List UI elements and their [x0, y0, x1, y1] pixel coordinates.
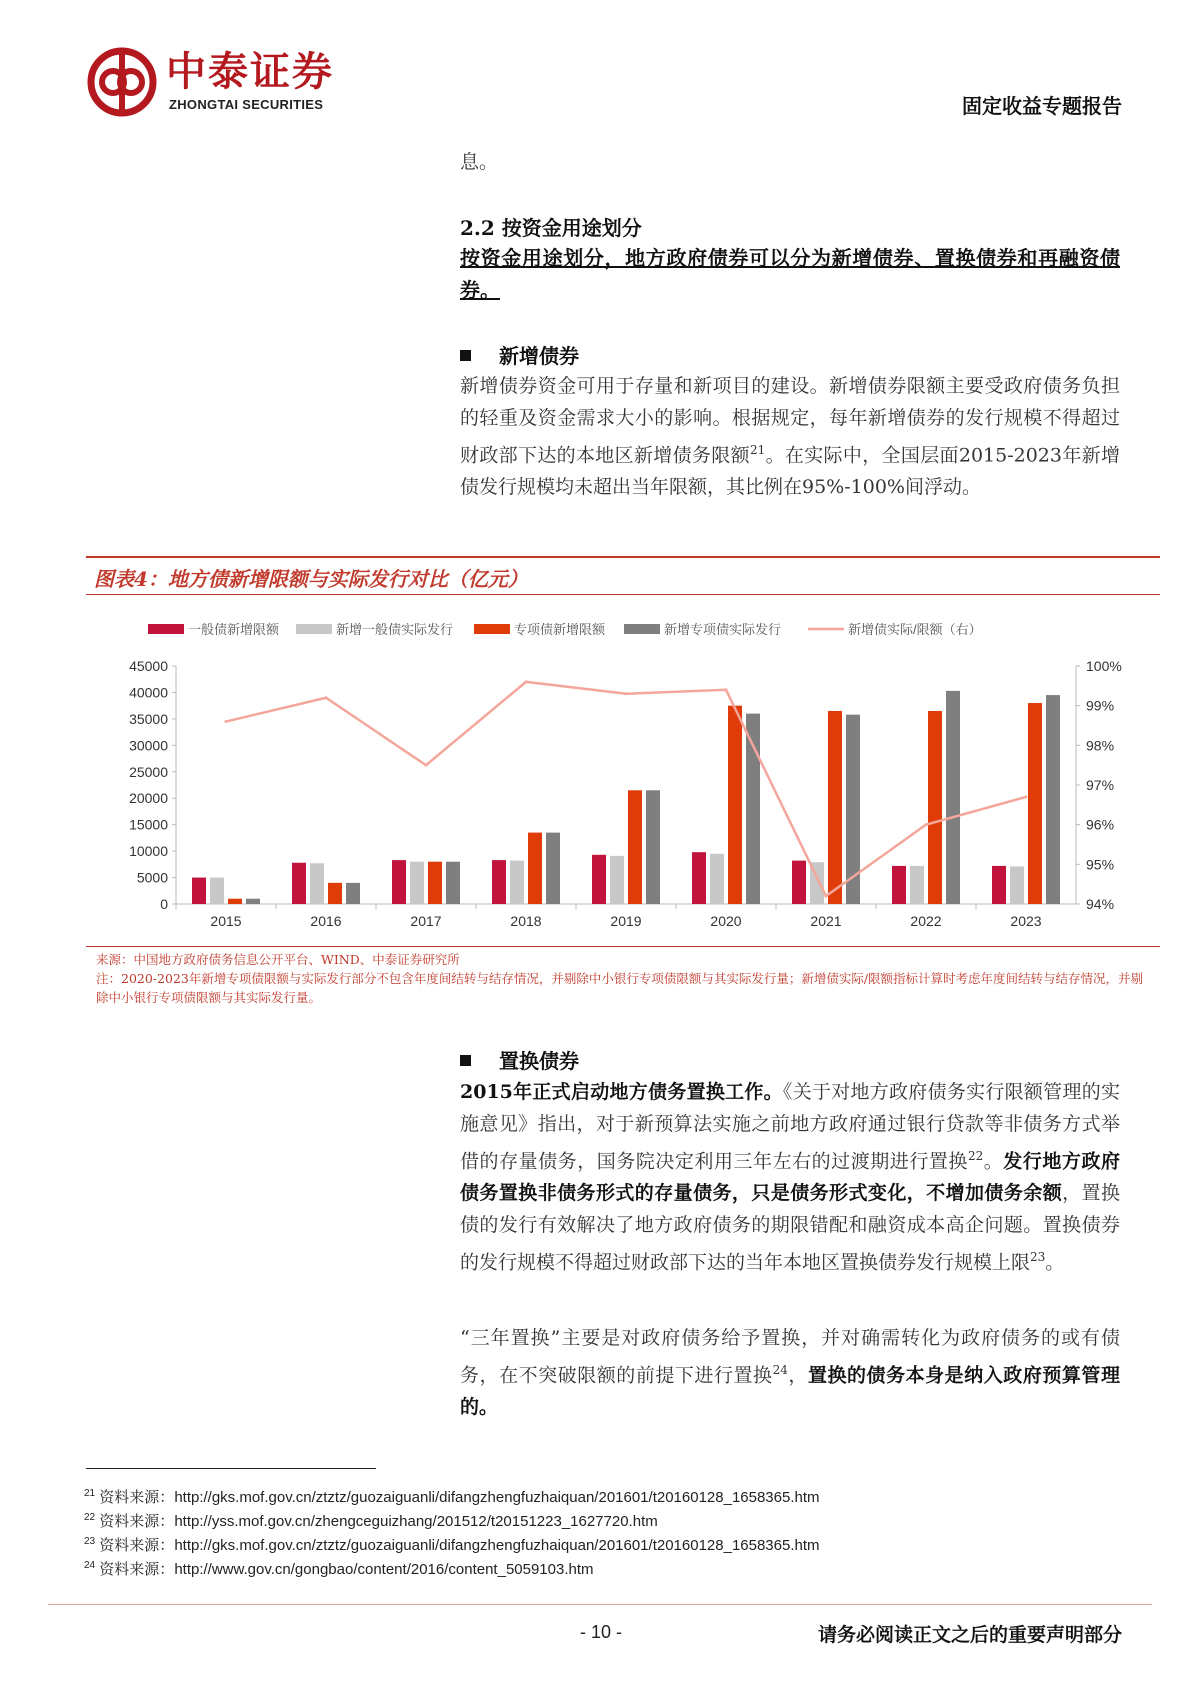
bar-1	[210, 878, 224, 904]
bar-0	[492, 860, 506, 904]
bar-2	[228, 899, 242, 904]
company-name-cn: 中泰证券	[166, 49, 334, 95]
bar-3	[1046, 695, 1060, 904]
footnote-divider	[86, 1468, 376, 1469]
footnote-label: 资料来源：	[99, 1488, 175, 1506]
replace-bonds-heading	[460, 1045, 1120, 1074]
figure-title: 图表4：地方债新增限额与实际发行对比（亿元）	[94, 567, 528, 591]
report-type: 固定收益专题报告	[962, 94, 1122, 118]
section-title: 2.2 按资金用途划分	[460, 216, 642, 240]
footnote-label: 资料来源：	[99, 1536, 175, 1554]
y-right-tick-label: 99%	[1086, 697, 1115, 714]
bar-0	[792, 861, 806, 904]
footnote-number: 23	[84, 1536, 96, 1547]
footnote-label: 资料来源：	[99, 1560, 175, 1578]
bar-2	[628, 790, 642, 904]
bar-0	[192, 878, 206, 904]
y-right-tick-label: 94%	[1086, 896, 1115, 912]
ratio-point	[725, 688, 728, 691]
x-tick-label: 2015	[210, 913, 242, 929]
replace-text-a: 《关于对地方政府债务实行限额管理的实施意见》指出，对于新预算法实施之前地方政府通过银行贷款等非债务方式举借的存量债务，国务院决定利用三年左右的过渡期进行置换	[460, 1081, 1120, 1173]
footnote-number: 24	[84, 1560, 96, 1571]
footnote-number: 22	[84, 1512, 96, 1523]
bar-3	[346, 883, 360, 904]
footnote-link[interactable]: http://yss.mof.gov.cn/zhengceguizhang/201512/t20151223_1627720.htm	[174, 1513, 658, 1530]
bar-3	[946, 691, 960, 904]
bar-0	[692, 852, 706, 904]
y-left-tick-label: 45000	[129, 658, 168, 674]
x-tick-label: 2019	[610, 913, 642, 929]
replace-sep-1: 。	[983, 1150, 1004, 1173]
bar-3	[246, 899, 260, 904]
replace-bonds-title: 置换债券	[499, 1049, 579, 1073]
x-tick-label: 2021	[810, 913, 842, 929]
y-left-tick-label: 5000	[136, 869, 168, 886]
y-right-tick-label: 96%	[1086, 816, 1115, 833]
bar-2	[728, 706, 742, 904]
bar-2	[1028, 703, 1042, 904]
new-bonds-title: 新增债券	[499, 344, 579, 368]
page-number: - 10 -	[580, 1622, 623, 1642]
bar-0	[392, 860, 406, 904]
bar-2	[928, 711, 942, 904]
footnote-24	[84, 1554, 594, 1582]
y-left-tick-label: 20000	[129, 790, 168, 807]
replace-bonds-paragraph-1	[460, 1076, 1120, 1279]
footnote-ref[interactable]: 21	[749, 443, 766, 457]
replace-text-b: ，置换债的发行有效解决了地方政府债务的期限错配和融资成本高企问题。置换债券的发行规模不得超过财政部下达的当年本地区置换债券发行规模上限	[460, 1182, 1120, 1274]
replace-end: 。	[1045, 1251, 1065, 1274]
bar-1	[510, 861, 524, 904]
footnote-label: 资料来源：	[99, 1512, 175, 1530]
x-tick-label: 2017	[410, 913, 442, 929]
y-left-tick-label: 35000	[129, 710, 168, 727]
section-lead	[460, 242, 1120, 306]
bullet-square-icon	[460, 350, 471, 361]
bar-1	[910, 866, 924, 904]
x-tick-label: 2016	[310, 913, 342, 929]
replace-bold-2: 发行地方政府债务置换非债务形式的存量债务，只是债务形式变化，不增加债务余额	[460, 1150, 1120, 1205]
bar-1	[1010, 866, 1024, 904]
ratio-point	[925, 823, 928, 826]
legend-swatch	[474, 624, 510, 634]
bar-0	[592, 855, 606, 904]
legend-swatch	[624, 624, 660, 634]
bar-3	[646, 790, 660, 904]
legend-label: 专项债新增限额	[514, 622, 606, 637]
bar-1	[410, 862, 424, 904]
legend-label: 新增一般债实际发行	[336, 622, 454, 637]
bar-1	[310, 863, 324, 904]
replace-p2-bold: 置换的债务本身是纳入政府预算管理的。	[460, 1364, 1120, 1419]
y-right-tick-label: 95%	[1086, 856, 1115, 873]
bar-2	[328, 883, 342, 904]
bar-1	[710, 854, 724, 904]
bar-0	[292, 863, 306, 904]
bar-1	[610, 856, 624, 904]
figure-title-rule	[86, 594, 1160, 595]
new-bonds-paragraph	[460, 370, 1120, 503]
footnote-ref[interactable]: 23	[1030, 1250, 1046, 1265]
ratio-point	[625, 692, 628, 695]
continued-text: 息。	[460, 151, 499, 173]
replace-p2-sep: ，	[787, 1364, 808, 1387]
footnote-number: 21	[84, 1488, 96, 1499]
y-left-tick-label: 10000	[129, 843, 168, 860]
company-name-en: ZHONGTAI SECURITIES	[169, 97, 324, 112]
replace-bonds-paragraph-2	[460, 1322, 1120, 1423]
ratio-point	[425, 764, 428, 767]
legend-swatch	[148, 624, 184, 634]
y-left-tick-label: 30000	[129, 737, 168, 754]
figure-note: 注：2020-2023年新增专项债限额与实际发行部分不包含年度间结转与结存情况，并剔除中小银行专项债限额与其实际发行量；新增债实际/限额指标计算时考虑年度间结转与结存情况，并剔除中小银行专项债限额与其实际发行量。	[96, 971, 1144, 1005]
y-left-tick-label: 40000	[129, 684, 168, 701]
bar-0	[992, 866, 1006, 904]
footer-rule	[48, 1604, 1152, 1605]
new-bonds-text-2: 。在实际中，全国层面2015-2023年新增债发行规模均未超出当年限额，其比例在95%-100%间浮动。	[460, 444, 1120, 499]
bar-2	[828, 711, 842, 904]
footnote-ref[interactable]: 22	[967, 1149, 984, 1163]
bond-quota-chart	[86, 602, 1160, 942]
y-left-tick-label: 25000	[129, 763, 168, 780]
legend-label: 新增专项债实际发行	[664, 622, 782, 637]
bar-3	[746, 714, 760, 904]
bar-3	[446, 862, 460, 904]
y-left-tick-label: 15000	[129, 816, 168, 833]
ratio-point	[1025, 795, 1028, 798]
ratio-point	[225, 720, 228, 723]
new-bonds-heading	[460, 340, 1120, 369]
footnote-link[interactable]: http://gks.mof.gov.cn/ztztz/guozaiguanli/difangzhengfuzhaiquan/201601/t20160128_1658365.htm	[174, 1537, 820, 1554]
footnote-ref[interactable]: 24	[772, 1363, 788, 1377]
ratio-line	[226, 682, 1026, 896]
legend-label: 新增债实际/限额（右）	[848, 622, 982, 637]
bar-3	[546, 833, 560, 904]
legend-label: 一般债新增限额	[188, 622, 280, 637]
legend-swatch	[296, 624, 332, 634]
replace-lead-bold: 2015年正式启动地方债务置换工作。	[460, 1081, 783, 1103]
company-logo-icon	[86, 46, 158, 118]
ratio-point	[525, 680, 528, 683]
bar-2	[428, 862, 442, 904]
bullet-square-icon	[460, 1055, 471, 1066]
x-tick-label: 2023	[1010, 913, 1042, 929]
y-right-tick-label: 100%	[1086, 658, 1122, 674]
section-lead-text: 按资金用途划分，地方政府债券可以分为新增债券、置换债券和再融资债券。	[460, 246, 1120, 302]
x-tick-label: 2020	[710, 913, 742, 929]
bar-2	[528, 833, 542, 904]
ratio-point	[825, 895, 828, 898]
y-right-tick-label: 98%	[1086, 737, 1115, 754]
footnote-link[interactable]: http://gks.mof.gov.cn/ztztz/guozaiguanli/difangzhengfuzhaiquan/201601/t20160128_1658365.htm	[174, 1489, 820, 1506]
figure-bottom-rule	[86, 946, 1160, 947]
footnote-link[interactable]: http://www.gov.cn/gongbao/content/2016/content_5059103.htm	[174, 1561, 594, 1578]
figure-top-rule	[86, 556, 1160, 558]
x-tick-label: 2022	[910, 913, 942, 929]
replace-p2-text: “三年置换”主要是对政府债务给予置换，并对确需转化为政府债务的或有债务，在不突破限额的前提下进行置换	[460, 1327, 1120, 1387]
y-left-tick-label: 0	[160, 896, 168, 912]
bar-0	[892, 866, 906, 904]
y-right-tick-label: 97%	[1086, 777, 1115, 793]
x-tick-label: 2018	[510, 913, 542, 929]
new-bonds-text-1: 新增债券资金可用于存量和新项目的建设。新增债券限额主要受政府债务负担的轻重及资金需求大小的影响。根据规定，每年新增债券的发行规模不得超过财政部下达的本地区新增债务限额	[460, 375, 1120, 467]
footer-disclaimer: 请务必阅读正文之后的重要声明部分	[817, 1624, 1122, 1646]
ratio-point	[325, 696, 328, 699]
figure-source: 来源：中国地方政府债务信息公开平台、WIND、中泰证券研究所	[96, 952, 460, 967]
